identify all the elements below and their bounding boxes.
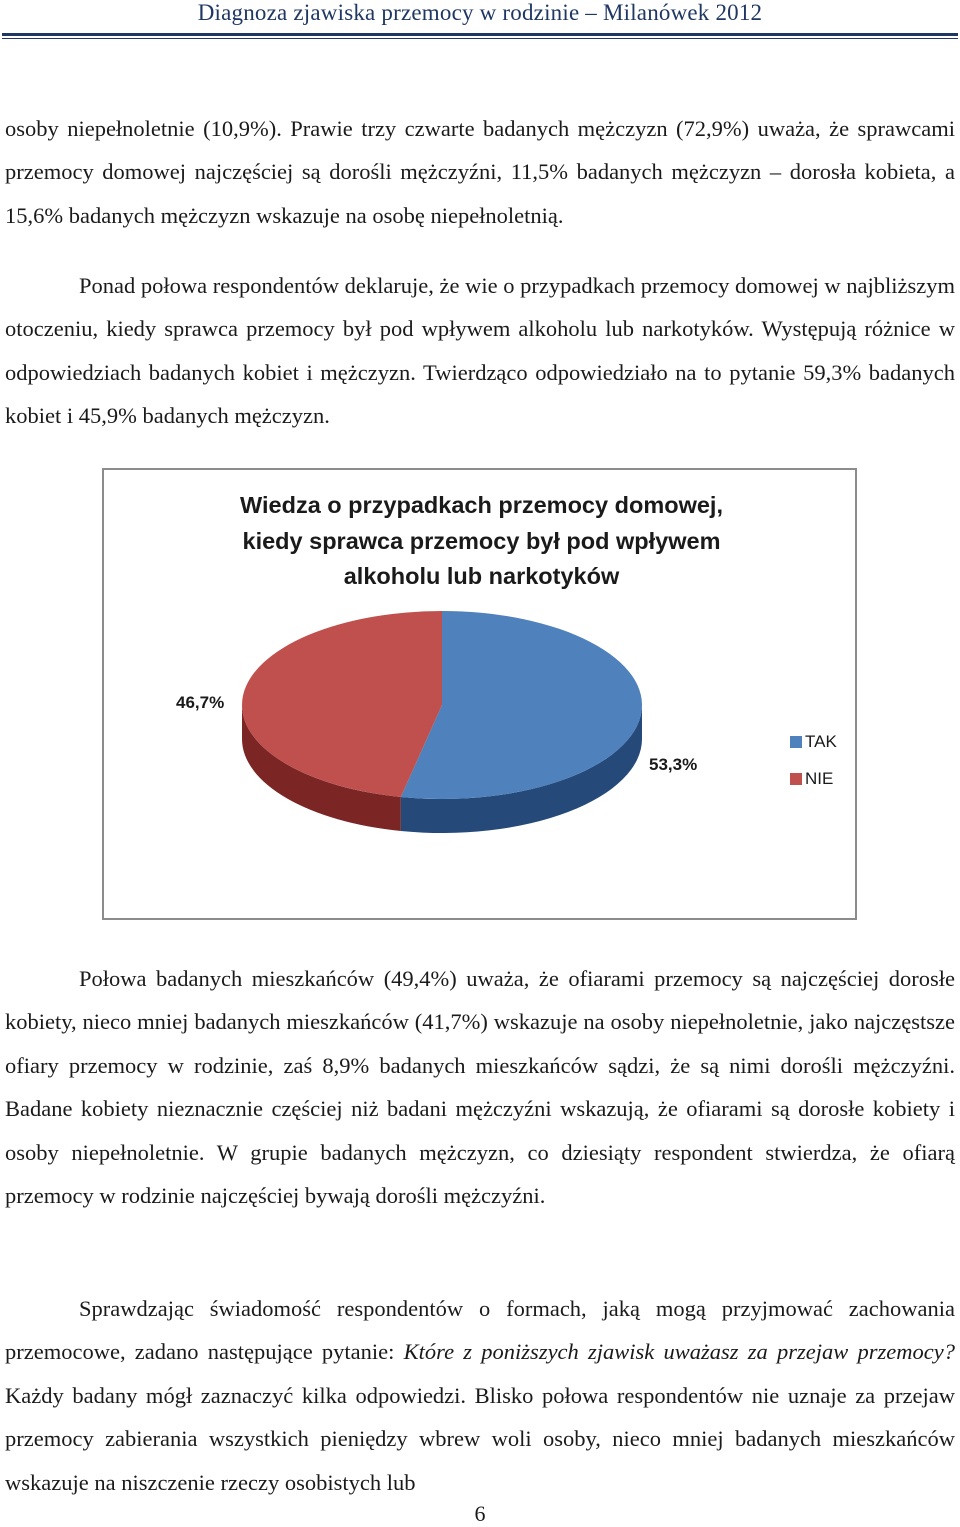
legend-label-tak: TAK xyxy=(805,732,837,751)
data-label-nie: 46,7% xyxy=(176,693,225,712)
pie-chart-canvas xyxy=(104,470,855,918)
legend-label-nie: NIE xyxy=(805,769,834,788)
paragraph-3: Połowa badanych mieszkańców (49,4%) uważa, że ofiarami przemocy są najczęściej dorosłe kobiety, nieco mniej badanych mieszkańców (41,7%) wskazuje na osoby niepełnoletnie, jako najczęstsze ofiary przemocy w rodzinie, zaś 8,9% badanych mieszkańców sądzi, że są nimi dorośli mężczyźni. Badane kobiety nieznacznie częściej niż badani mężczyźni wskazują, że ofiarami są dorosłe kobiety i osoby niepełnoletnie. W grupie badanych mężczyzn, co dziesiąty respondent stwierdza, że ofiarą przemocy w rodzinie najczęściej bywają dorośli mężczyźni. xyxy=(5,966,955,1209)
chart-title-line-1: Wiedza o przypadkach przemocy domowej, xyxy=(240,492,723,518)
paragraph-1: osoby niepełnoletnie (10,9%). Prawie trzy czwarte badanych mężczyzn (72,9%) uważa, że sprawcami przemocy domowej najczęściej są dorośli mężczyźni, 11,5% badanych mężczyzn – dorosła kobieta, a 15,6% badanych mężczyzn wskazuje na osobę niepełnoletnią. xyxy=(5,116,955,228)
pie-chart xyxy=(102,468,857,920)
page-header: Diagnoza zjawiska przemocy w rodzinie – Milanówek 2012 xyxy=(197,0,763,25)
paragraph-4-rest: Każdy badany mógł zaznaczyć kilka odpowiedzi. Blisko połowa respondentów nie uznaje za przejaw przemocy zabierania wszystkich pieniędzy wbrew woli osoby, nieco mniej badanych mieszkańców wskazuje na niszczenie rzeczy osobistych lub xyxy=(5,1382,955,1495)
data-label-tak: 53,3% xyxy=(649,755,698,774)
survey-question: Które z poniższych zjawisk uważasz za przejaw przemocy? xyxy=(403,1339,956,1365)
legend-item-nie xyxy=(790,769,833,789)
header-rule-thin xyxy=(2,38,958,39)
paragraph-4-intro: Sprawdzając świadomość respondentów o formach, jaką mogą przyjmować zachowania przemocowe, zadano następujące pytanie: xyxy=(5,1296,955,1365)
page-number: 6 xyxy=(474,1501,486,1526)
legend-swatch-nie xyxy=(790,773,802,785)
chart-title-line-3: alkoholu lub narkotyków xyxy=(343,563,620,589)
header-rule-thick xyxy=(2,33,958,36)
paragraph-4 xyxy=(5,1287,955,1504)
chart-title-line-2: kiedy sprawca przemocy był pod wpływem xyxy=(242,527,721,554)
paragraph-2: Ponad połowa respondentów deklaruje, że wie o przypadkach przemocy domowej w najbliższym otoczeniu, kiedy sprawca przemocy był pod wpływem alkoholu lub narkotyków. Występują różnice w odpowiedziach badanych kobiet i mężczyzn. Twierdząco odpowiedziało na to pytanie 59,3% badanych kobiet i 45,9% badanych mężczyzn. xyxy=(5,273,955,429)
legend-swatch-tak xyxy=(790,736,802,748)
legend-item-tak xyxy=(790,732,837,752)
